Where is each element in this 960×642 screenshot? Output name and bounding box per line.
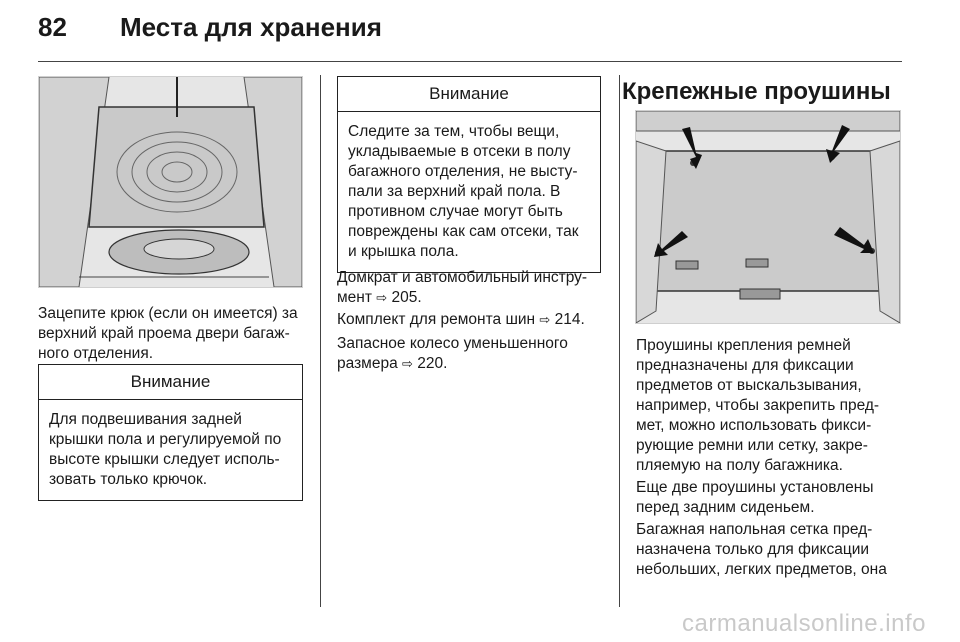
page-reference[interactable]: 205.	[387, 289, 422, 306]
hook-instructions	[38, 304, 298, 364]
text-line: Проушины крепления ремней	[636, 337, 851, 354]
text-line: Для подвешивания задней	[49, 411, 242, 428]
text-line: Еще две проушины установлены	[636, 479, 874, 496]
warning-box-hook	[38, 364, 303, 501]
trunk-tie-down-eyes-photo	[635, 110, 901, 324]
tie-down-illustration	[636, 111, 900, 323]
text-line: например, чтобы закрепить пред-	[636, 397, 880, 414]
warning-body	[338, 112, 600, 272]
text-line: рующие ремни или сетку, закре-	[636, 437, 868, 454]
text-line: Запасное колесо уменьшенного	[337, 335, 568, 352]
text-line: противном случае могут быть	[348, 203, 563, 220]
tie-down-purpose-paragraph	[636, 336, 879, 476]
page-reference[interactable]: 220.	[412, 355, 448, 372]
cross-reference-arrow-icon[interactable]: ⇨	[402, 356, 413, 371]
text-line: укладываемые в отсеки в полу	[348, 143, 571, 160]
column-divider-left	[320, 75, 321, 607]
text-line: ного отделения.	[38, 345, 154, 362]
text-line: небольших, легких предметов, она	[636, 561, 887, 578]
text-line: предназначены для фиксации	[636, 357, 854, 374]
text-line: предметов от выскальзывания,	[636, 377, 862, 394]
text-line: повреждены как сам отсеки, так	[348, 223, 579, 240]
text-line: пали за верхний край пола. В	[348, 183, 561, 200]
column-divider-right	[619, 75, 620, 607]
text-line: пляемую на полу багажника.	[636, 457, 843, 474]
floor-net-paragraph	[636, 520, 887, 580]
text-fragment: Комплект для ремонта шин	[337, 311, 540, 328]
text-line: багажного отделения, не высту-	[348, 163, 578, 180]
watermark: carmanualsonline.info	[682, 610, 926, 637]
text-line	[337, 354, 568, 374]
header-rule	[38, 61, 902, 62]
warning-body	[39, 400, 302, 500]
cross-reference-arrow-icon[interactable]: ⇨	[376, 290, 388, 305]
warning-title: Внимание	[338, 77, 600, 112]
text-line: высоте крышки следует исполь-	[49, 451, 280, 468]
page-reference[interactable]: 214.	[550, 311, 585, 328]
cross-reference-arrow-icon[interactable]: ⇨	[539, 312, 551, 327]
trunk-photo-illustration	[39, 77, 302, 287]
text-line: Зацепите крюк (если он имеется) за	[38, 305, 298, 322]
text-line	[337, 310, 585, 330]
jack-tools-reference	[337, 268, 587, 308]
warning-title: Внимание	[39, 365, 302, 400]
text-line: Следите за тем, чтобы вещи,	[348, 123, 560, 140]
text-line: и крышка пола.	[348, 243, 459, 260]
text-fragment: размера	[337, 355, 402, 372]
text-line: Багажная напольная сетка пред-	[636, 521, 873, 538]
spare-wheel-reference	[337, 334, 568, 374]
text-line: мет, можно использовать фикси-	[636, 417, 872, 434]
tire-repair-reference	[337, 310, 585, 330]
text-line: зовать только крючок.	[49, 471, 208, 488]
warning-box-compartments	[337, 76, 601, 273]
trunk-floor-hook-photo	[38, 76, 303, 288]
page-number: 82	[38, 12, 67, 42]
text-line: назначена только для фиксации	[636, 541, 870, 558]
text-fragment: мент	[337, 289, 377, 306]
text-line	[337, 288, 587, 308]
tie-down-eyes-title: Крепежные проушины	[622, 78, 891, 105]
text-line: Домкрат и автомобильный инстру-	[337, 269, 588, 286]
text-line: верхний край проема двери багаж-	[38, 325, 290, 342]
section-title: Места для хранения	[120, 12, 382, 42]
rear-seat-eyes-paragraph	[636, 478, 873, 518]
text-line: крышки пола и регулируемой по	[49, 431, 282, 448]
text-line: перед задним сиденьем.	[636, 499, 815, 516]
